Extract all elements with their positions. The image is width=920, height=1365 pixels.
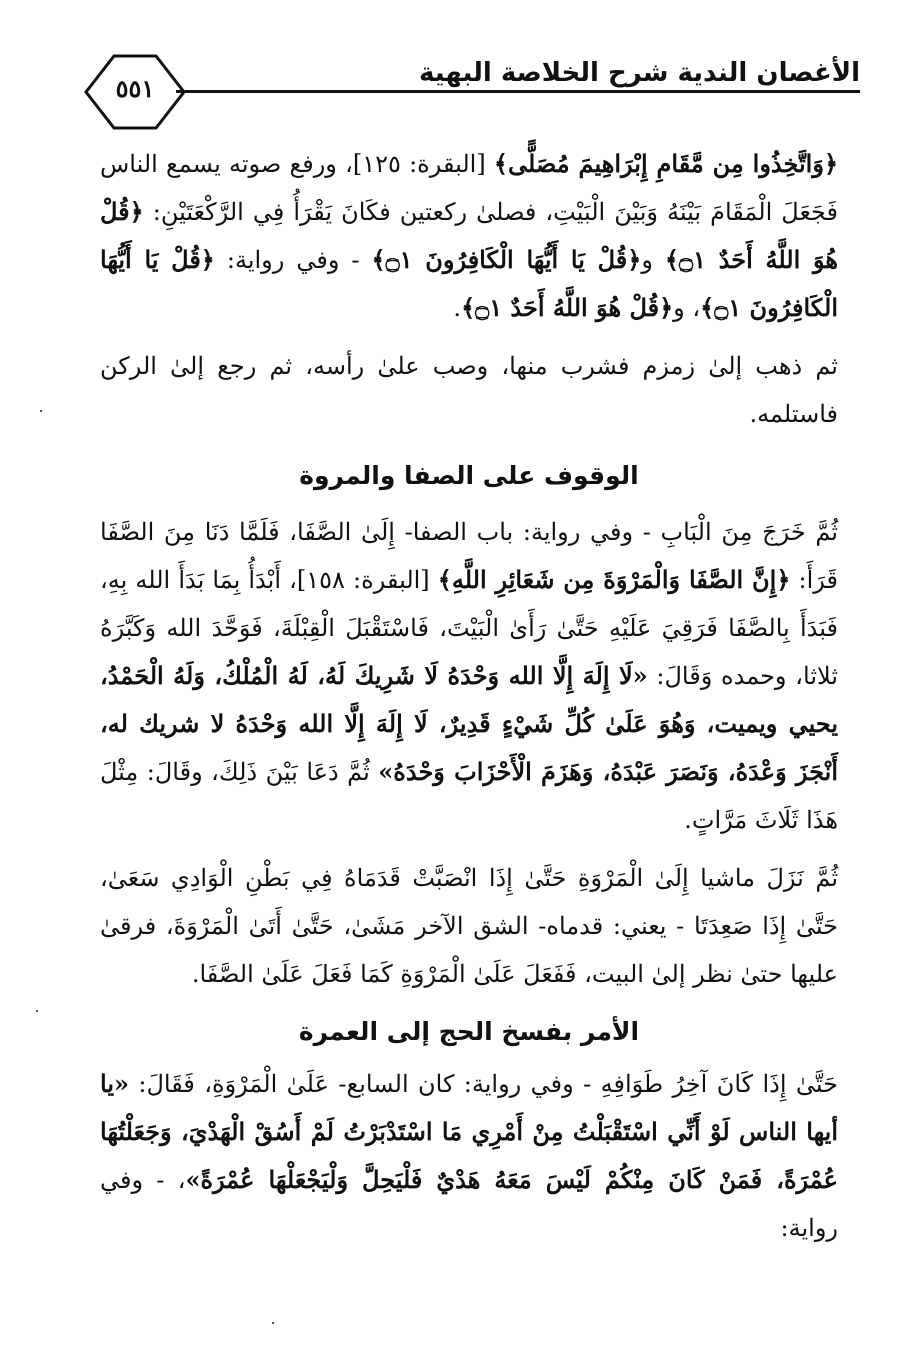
hadith-quote: «لَا إِلَهَ إِلَّا الله وَحْدَهُ لَا شَرِيكَ لَهُ، لَهُ الْمُلْكُ، وَلَهُ الْحَمْدُ، يحيي ويميت، وَهُوَ عَلَىٰ كُلِّ شَيْءٍ قَدِيرٌ، لَا إِلَهَ إِلَّا الله وَحْدَهُ لا شريك له، أَنْجَزَ وَعْدَهُ، وَنَصَرَ عَبْدَهُ، وَهَزَمَ الْأَحْزَابَ وَحْدَهُ» — [100, 661, 838, 786]
hadith-quote: «يا أيها الناس لَوْ أَنِّي اسْتَقْبَلْتُ مِنْ أَمْرِي مَا اسْتَدْبَرْتُ لَمْ أَسُقْ الْهَدْيَ، وَجَعَلْتُهَا عُمْرَةً، فَمَنْ كَانَ مِنْكُمْ لَيْسَ مَعَهُ هَدْيٌ فَلْيَحِلَّ وَلْيَجْعَلْهَا عُمْرَةً» — [100, 1069, 838, 1194]
quran-verse: ﴿قُلْ هُوَ اللَّهُ أَحَدٌ ۝١﴾ — [100, 197, 839, 274]
scan-speck — [40, 410, 42, 412]
paragraph-5 — [100, 1060, 838, 1252]
quran-verse: ﴿إِنَّ الصَّفَا وَالْمَرْوَةَ مِن شَعَائِرِ اللَّهِ﴾ — [437, 565, 791, 594]
paragraph-4: ثُمَّ نَزَلَ ماشيا إِلَىٰ الْمَرْوَةِ حَتَّىٰ إِذَا انْصَبَّتْ قَدَمَاهُ فِي بَطْنِ الْوَادِي سَعَىٰ، حَتَّىٰ إِذَا صَعِدَتَا - يعني: قدماه- الشق الآخر مَشَىٰ، حَتَّىٰ أَتَىٰ الْمَرْوَةَ، فرقىٰ عليها حتىٰ نظر إلىٰ البيت، فَفَعَلَ عَلَىٰ الْمَرْوَةِ كَمَا فَعَلَ عَلَىٰ الصَّفَا. — [100, 864, 838, 988]
paragraph-3 — [100, 508, 838, 844]
page-header — [80, 52, 860, 132]
paragraph-1 — [100, 140, 838, 332]
text-run: [البقرة: ١٥٨]، أَبْدَأُ بِمَا بَدَأَ الله بِهِ، فَبَدَأَ بِالصَّفَا فَرَقِيَ عَلَيْهِ حَتَّىٰ رَأَىٰ الْبَيْتَ، فَاسْتَقْبَلَ الْقِبْلَةَ، فَوَحَّدَ الله وَكَبَّرَهُ ثلاثا، وحمده وَقَالَ: — [100, 566, 838, 690]
text-run: ثُمَّ دَعَا بَيْنَ ذَلِكَ، وقَالَ: مِثْلَ هَذَا ثَلَاثَ مَرَّاتٍ. — [100, 758, 838, 834]
quran-verse: ﴿قُلْ يَا أَيُّهَا الْكَافِرُونَ ۝١﴾ — [371, 245, 642, 274]
section-heading: الأمر بفسخ الحج إلى العمرة — [298, 1017, 640, 1046]
quran-verse: ﴿قُلْ يَا أَيُّهَا الْكَافِرُونَ ۝١﴾ — [100, 245, 838, 322]
header-rule — [176, 90, 860, 93]
quran-verse: ﴿وَاتَّخِذُوا مِن مَّقَامِ إِبْرَاهِيمَ مُصَلًّى﴾ — [493, 149, 839, 178]
section-heading: الوقوف على الصفا والمروة — [299, 461, 639, 490]
page-number: ٥٥١ — [115, 74, 155, 103]
text-run: ثُمَّ خَرَجَ مِنَ الْبَابِ - وفي رواية: باب الصفا- إِلَىٰ الصَّفَا، فَلَمَّا دَنَا مِنَ الصَّفَا قَرَأَ: — [100, 518, 838, 594]
text-run: - وفي رواية: — [214, 246, 372, 274]
text-run: . — [453, 294, 462, 322]
text-run: [البقرة: ١٢٥]، ورفع صوته يسمع الناس فَجَعَلَ الْمَقَامَ بَيْنَهُ وَبَيْنَ الْبَيْتِ، فصلىٰ ركعتين فكَانَ يَقْرَأُ فِي الرَّكْعَتَيْنِ: — [100, 150, 838, 226]
page-body — [100, 140, 838, 1252]
text-run: ، و — [673, 294, 701, 322]
text-run: ، - وفي رواية: — [100, 1166, 838, 1242]
running-title: الأغصان الندية شرح الخلاصة البهية — [418, 58, 860, 88]
text-run: حَتَّىٰ إِذَا كَانَ آخِرُ طَوَافِهِ - وفي رواية: كان السابع- عَلَىٰ الْمَرْوَةِ، فَقَالَ: — [129, 1070, 838, 1098]
scan-speck — [36, 1010, 38, 1012]
page-number-badge — [80, 52, 190, 132]
paragraph-2: ثم ذهب إلىٰ زمزم فشرب منها، وصب علىٰ رأسه، ثم رجع إلىٰ الركن فاستلمه. — [100, 352, 838, 428]
text-run: و — [641, 246, 665, 274]
scan-speck — [272, 1322, 274, 1324]
quran-verse: ﴿قُلْ هُوَ اللَّهُ أَحَدٌ ۝١﴾ — [461, 293, 674, 322]
